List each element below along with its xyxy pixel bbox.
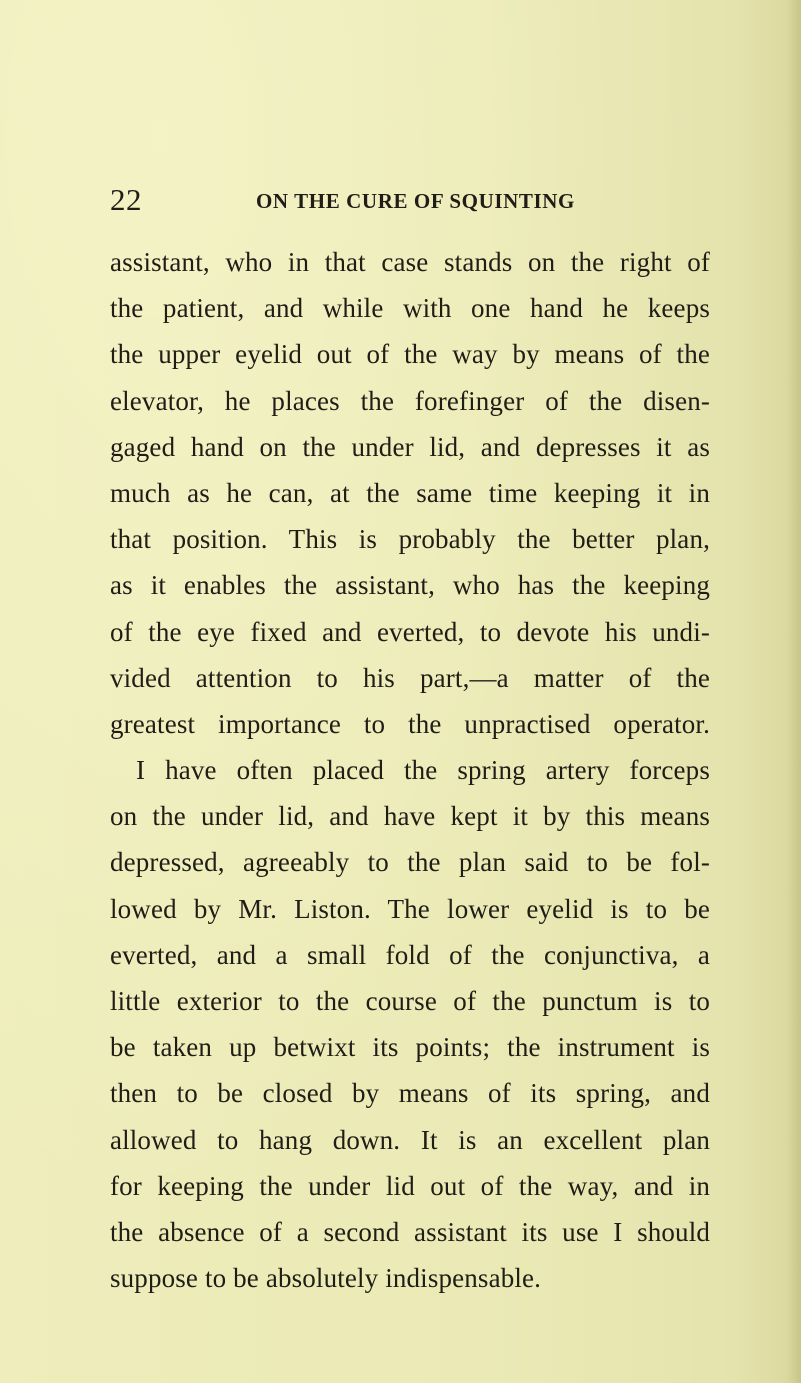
text-line: everted, and a small fold of the conjunctiva, a <box>110 939 710 970</box>
text-line: greatest importance to the unpractised operator. <box>110 708 710 739</box>
text-line: I have often placed the spring artery forceps <box>136 755 710 786</box>
text-line: suppose to be absolutely indispensable. <box>110 1263 542 1294</box>
text-line: be taken up betwixt its points; the instrument is <box>110 1032 710 1063</box>
text-line: lowed by Mr. Liston. The lower eyelid is to be <box>110 893 710 924</box>
page-number: 22 <box>110 182 142 217</box>
text-line: elevator, he places the forefinger of the disen- <box>110 385 710 416</box>
text-line: for keeping the under lid out of the way, and in <box>110 1170 710 1201</box>
text-line: that position. This is probably the better plan, <box>110 524 710 555</box>
text-line: vided attention to his part,—a matter of the <box>110 662 710 693</box>
text-line: as it enables the assistant, who has the keeping <box>110 570 710 601</box>
body-text <box>110 239 710 1301</box>
text-line: the patient, and while with one hand he keeps <box>110 293 710 324</box>
text-line: of the eye fixed and everted, to devote his undi- <box>110 616 710 647</box>
text-line: little exterior to the course of the punctum is to <box>110 986 710 1016</box>
text-line: the upper eyelid out of the way by means of the <box>110 339 710 370</box>
text-line: much as he can, at the same time keeping it in <box>110 477 710 508</box>
page-edge-shadow <box>787 0 801 1383</box>
text-line: depressed, agreeably to the plan said to be fol- <box>110 847 710 878</box>
text-line: gaged hand on the under lid, and depresses it as <box>110 431 710 462</box>
text-line: on the under lid, and have kept it by this means <box>110 801 710 832</box>
text-line: assistant, who in that case stands on the right of <box>110 247 710 277</box>
text-line: the absence of a second assistant its use I should <box>110 1216 710 1247</box>
page-header <box>110 180 690 224</box>
text-line: then to be closed by means of its spring, and <box>110 1078 710 1109</box>
text-line: allowed to hang down. It is an excellent plan <box>110 1124 710 1155</box>
running-title: ON THE CURE OF SQUINTING <box>256 189 575 213</box>
